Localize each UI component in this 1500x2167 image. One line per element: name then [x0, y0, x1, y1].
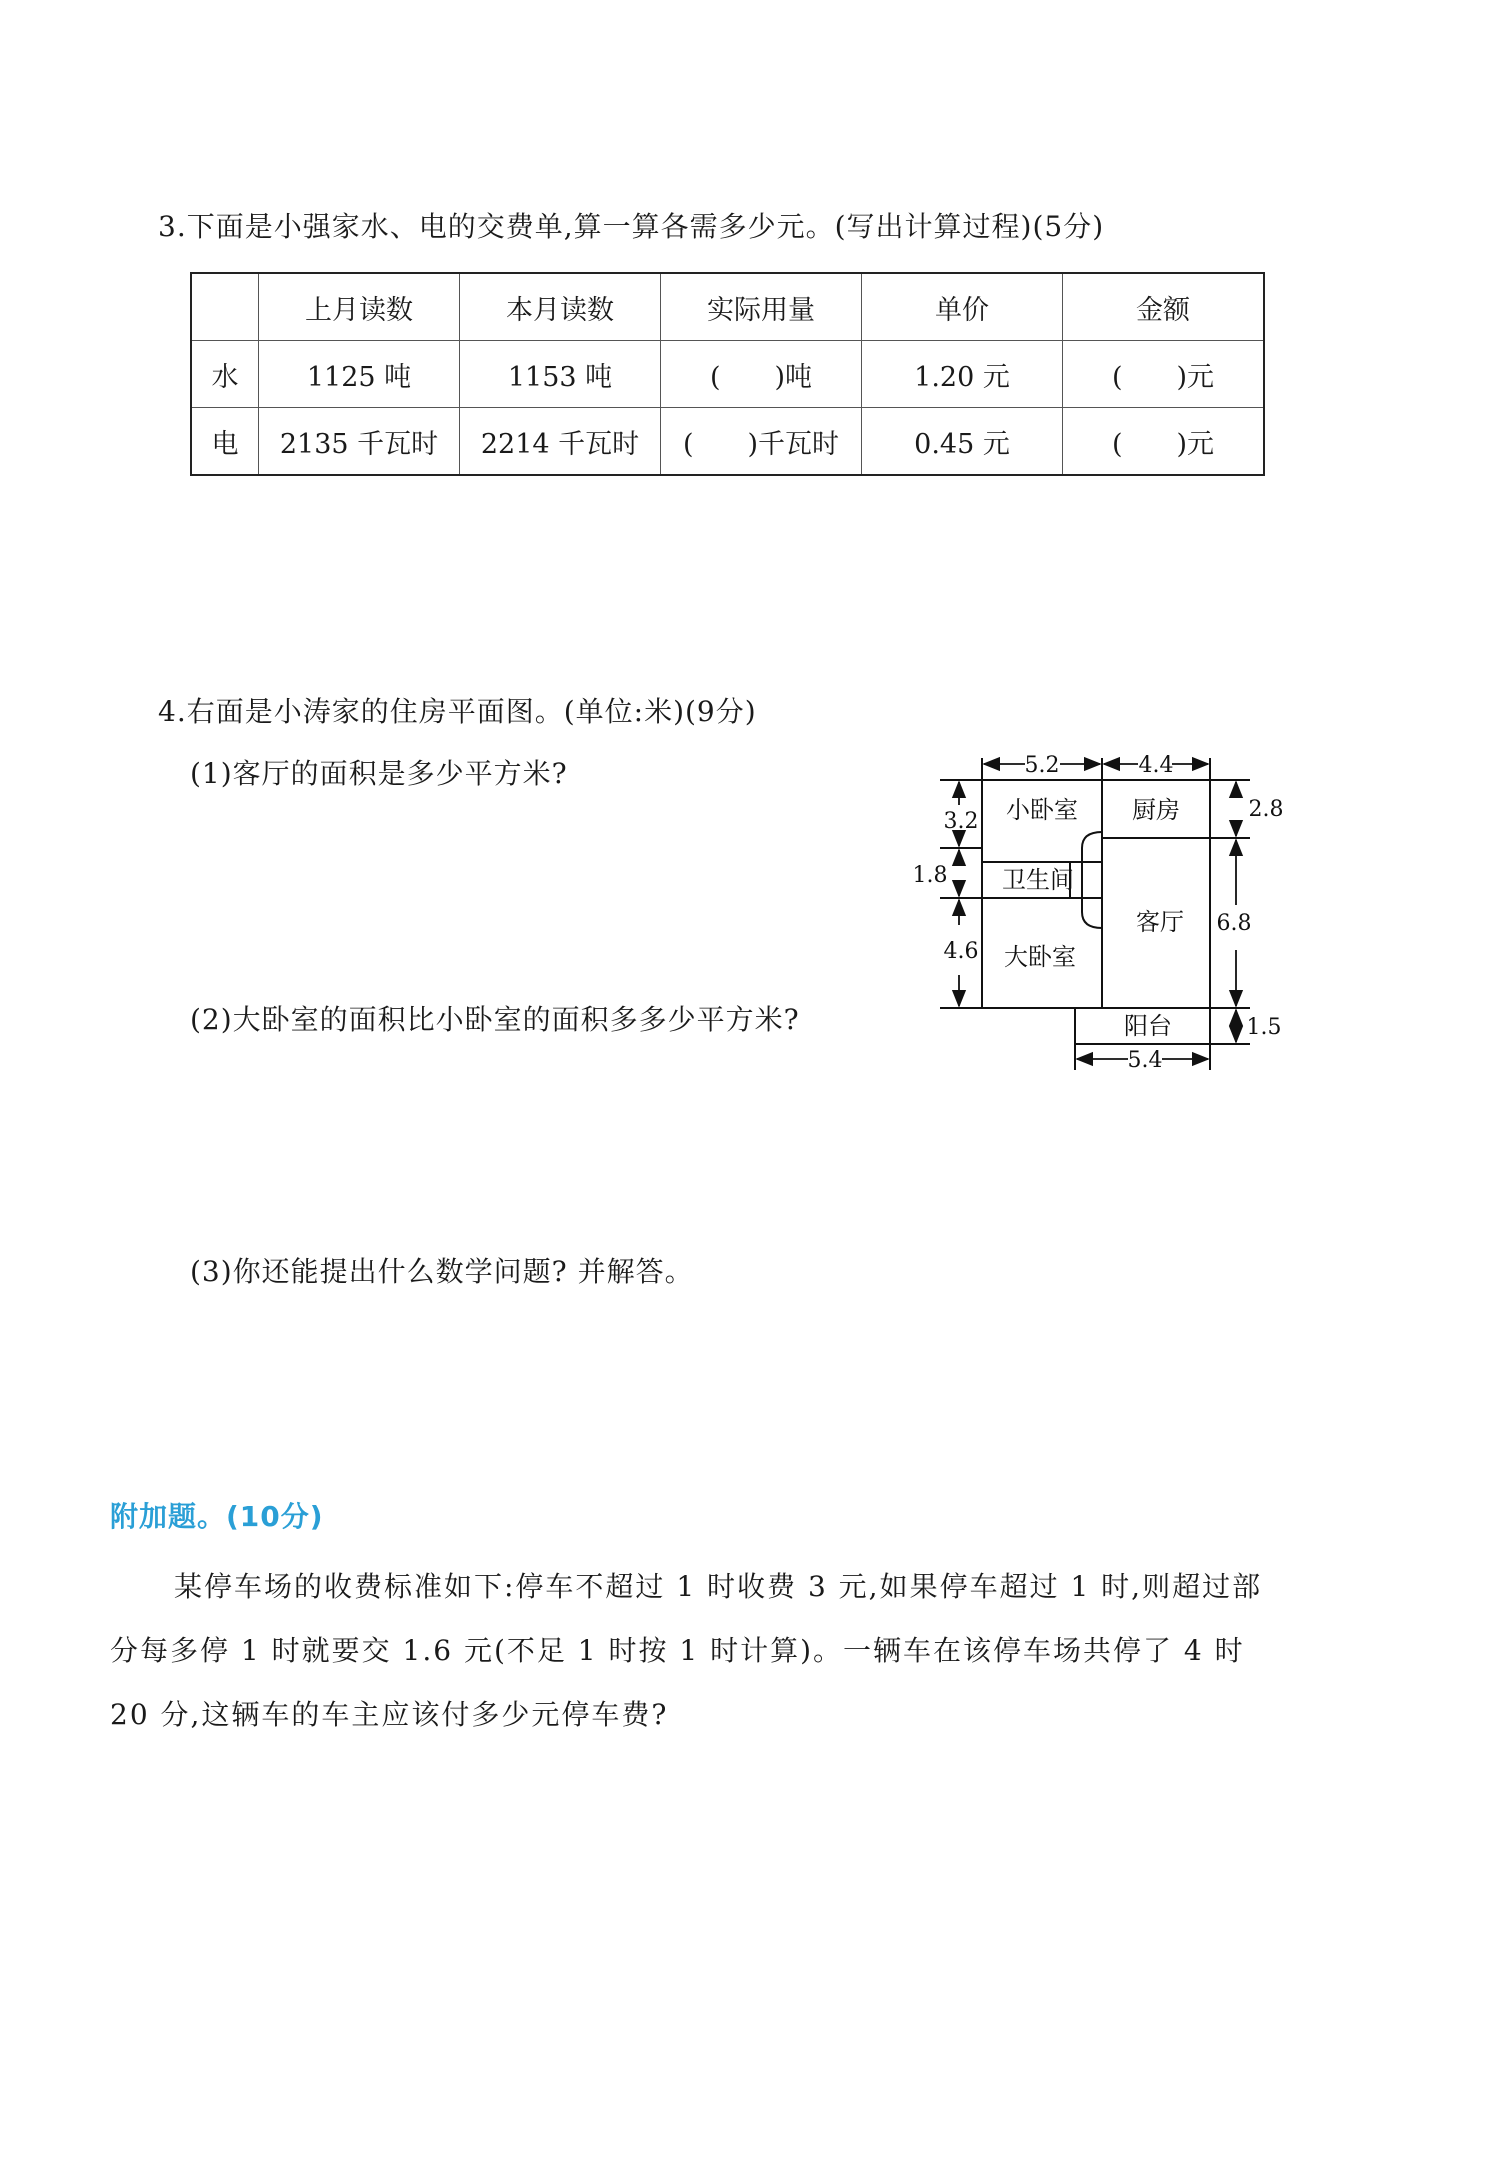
cell-usage-blank[interactable]: ( )千瓦时: [661, 408, 862, 476]
header-cell-last-reading: 上月读数: [259, 273, 460, 341]
floor-plan-diagram: [900, 740, 1300, 1080]
question-3-title: 3.下面是小强家水、电的交费单,算一算各需多少元。(写出计算过程)(5分): [158, 210, 1105, 243]
dim-balcony-height: 1.5: [1246, 1015, 1282, 1040]
cell-unit-price: 1.20 元: [862, 341, 1063, 408]
room-kitchen: 厨房: [1132, 796, 1180, 824]
question-4-title: 4.右面是小涛家的住房平面图。(单位:米)(9分): [158, 695, 757, 728]
cell-amount-blank[interactable]: ( )元: [1063, 408, 1265, 476]
cell-current-reading: 1153 吨: [460, 341, 661, 408]
dim-living-room-height: 6.8: [1216, 911, 1252, 936]
cell-amount-blank[interactable]: ( )元: [1063, 341, 1265, 408]
dim-balcony-width: 5.4: [1127, 1048, 1163, 1073]
cell-unit-price: 0.45 元: [862, 408, 1063, 476]
room-bathroom: 卫生间: [1002, 866, 1074, 894]
table-row: [191, 341, 1264, 408]
row-label-electricity: 电: [191, 408, 259, 476]
table-header-row: [191, 273, 1264, 341]
dim-big-bedroom-height: 4.6: [943, 939, 979, 964]
dim-bathroom-height: 1.8: [912, 863, 948, 888]
row-label-water: 水: [191, 341, 259, 408]
header-cell-current-reading: 本月读数: [460, 273, 661, 341]
utility-bill-table: [190, 272, 1265, 476]
cell-current-reading: 2214 千瓦时: [460, 408, 661, 476]
header-cell-unit-price: 单价: [862, 273, 1063, 341]
dim-top-left: 5.2: [1024, 753, 1060, 778]
dim-top-right: 4.4: [1138, 753, 1174, 778]
dim-small-bedroom-height: 3.2: [943, 809, 979, 834]
bonus-body: 某停车场的收费标准如下:停车不超过 1 时收费 3 元,如果停车超过 1 时,则超过部分每多停 1 时就要交 1.6 元(不足 1 时按 1 时计算)。一辆车在该停车场共停了 4 时 20 分,这辆车的车主应该付多少元停车费?: [110, 1570, 1263, 1731]
sub-question-3: (3)你还能提出什么数学问题? 并解答。: [190, 1255, 694, 1288]
header-cell-amount: 金额: [1063, 273, 1265, 341]
room-living-room: 客厅: [1136, 908, 1184, 936]
cell-last-reading: 1125 吨: [259, 341, 460, 408]
cell-last-reading: 2135 千瓦时: [259, 408, 460, 476]
bonus-title: 附加题。(10分): [110, 1500, 324, 1533]
cell-usage-blank[interactable]: ( )吨: [661, 341, 862, 408]
dim-kitchen-height: 2.8: [1248, 797, 1284, 822]
room-small-bedroom: 小卧室: [1006, 796, 1078, 824]
header-cell-empty: [191, 273, 259, 341]
sub-question-2: (2)大卧室的面积比小卧室的面积多多少平方米?: [190, 1003, 800, 1036]
header-cell-usage: 实际用量: [661, 273, 862, 341]
table-row: [191, 408, 1264, 476]
room-big-bedroom: 大卧室: [1004, 943, 1076, 971]
sub-question-1: (1)客厅的面积是多少平方米?: [190, 757, 568, 790]
room-balcony: 阳台: [1124, 1012, 1172, 1040]
